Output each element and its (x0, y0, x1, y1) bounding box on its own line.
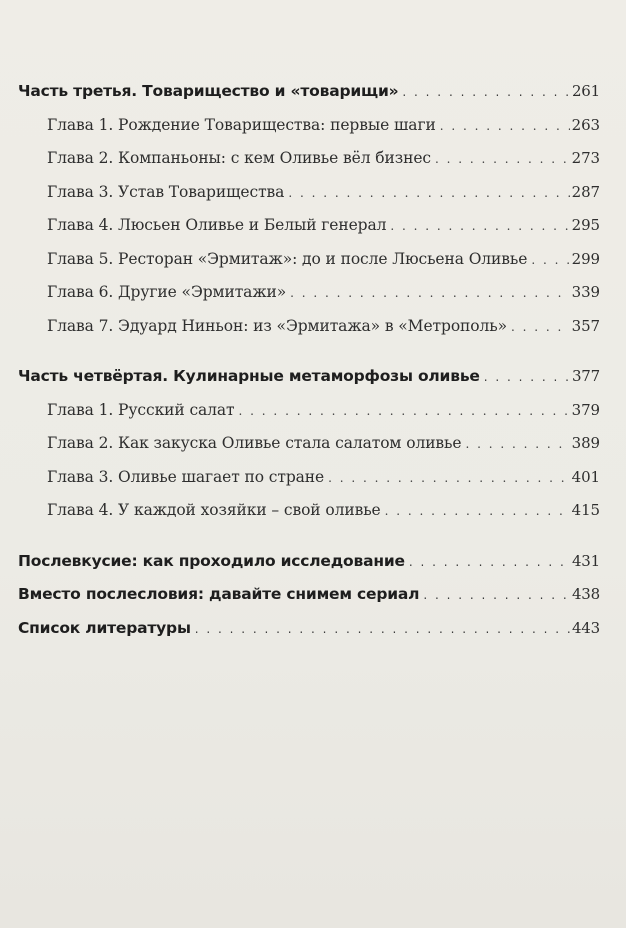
toc-part-title: Список литературы (18, 618, 191, 637)
toc-chapter (18, 116, 600, 143)
toc-chapter (18, 317, 600, 344)
toc-chapter-title: Глава 2. Как закуска Оливье стала салатом оливье (47, 434, 462, 452)
toc-part-3 (18, 82, 600, 109)
toc-page-number: 357 (571, 316, 600, 335)
section-gap (18, 535, 600, 552)
toc-chapter-title: Глава 4. Люсьен Оливье и Белый генерал (47, 216, 387, 234)
toc-chapter-title: Глава 4. У каждой хозяйки – свой оливье (47, 501, 381, 519)
dot-leader (511, 320, 570, 334)
toc-page-number: 401 (571, 467, 600, 486)
dot-leader (288, 186, 569, 200)
dot-leader (195, 622, 570, 636)
toc-chapter (18, 183, 600, 210)
toc-chapter-title: Глава 7. Эдуард Ниньон: из «Эрмитажа» в «Метрополь» (47, 316, 507, 335)
dot-leader (423, 588, 570, 602)
dot-leader (328, 471, 570, 485)
dot-leader (409, 555, 570, 569)
toc-part-title: Вместо послесловия: давайте снимем сериал (18, 585, 420, 603)
toc-page-number: 299 (571, 249, 600, 268)
toc-instead-of-afterword (18, 585, 600, 612)
toc-bibliography (18, 619, 600, 646)
section-gap (18, 350, 600, 367)
dot-leader (440, 119, 570, 133)
toc-page-number: 415 (571, 501, 600, 519)
toc-chapter (18, 149, 600, 176)
toc-page-number: 295 (571, 216, 600, 234)
toc-page-number: 389 (571, 434, 600, 452)
toc-chapter (18, 401, 600, 428)
toc-chapter-title: Глава 5. Ресторан «Эрмитаж»: до и после Люсьена Оливье (47, 249, 528, 268)
toc-page-number: 263 (571, 115, 600, 134)
toc-page-number: 431 (571, 551, 600, 570)
toc-chapter (18, 501, 600, 528)
dot-leader (484, 370, 570, 384)
dot-leader (435, 152, 570, 166)
toc-afterword (18, 552, 600, 579)
toc-chapter-title: Глава 3. Оливье шагает по стране (47, 467, 325, 486)
toc-part-title: Часть четвёртая. Кулинарные метаморфозы оливье (18, 367, 480, 385)
toc-chapter (18, 468, 600, 495)
dot-leader (402, 85, 570, 99)
toc-chapter (18, 250, 600, 277)
toc-page-number: 273 (571, 149, 600, 167)
toc-page-number: 377 (571, 367, 600, 385)
toc-page-number: 287 (571, 182, 600, 201)
dot-leader (239, 404, 570, 418)
toc-chapter (18, 283, 600, 310)
toc-chapter (18, 216, 600, 243)
toc-part-4 (18, 367, 600, 394)
toc-chapter-title: Глава 1. Рождение Товарищества: первые шаги (47, 115, 436, 134)
toc-page-number: 379 (571, 400, 600, 419)
toc-page-number: 339 (571, 283, 600, 301)
toc-chapter-title: Глава 2. Компаньоны: с кем Оливье вёл бизнес (47, 149, 432, 167)
toc-part-title: Часть третья. Товарищество и «товарищи» (18, 82, 399, 100)
table-of-contents (18, 82, 600, 652)
toc-chapter-title: Глава 3. Устав Товарищества (47, 182, 285, 201)
toc-chapter-title: Глава 6. Другие «Эрмитажи» (47, 283, 287, 301)
toc-chapter-title: Глава 1. Русский салат (47, 400, 235, 419)
toc-part-title: Послевкусие: как проходило исследование (18, 551, 405, 570)
toc-page-number: 438 (571, 585, 600, 603)
dot-leader (465, 437, 569, 451)
dot-leader (385, 504, 570, 518)
dot-leader (290, 286, 570, 300)
dot-leader (390, 219, 569, 233)
toc-page-number: 443 (571, 618, 600, 637)
dot-leader (531, 253, 569, 267)
toc-page-number: 261 (571, 82, 600, 100)
toc-chapter (18, 434, 600, 461)
